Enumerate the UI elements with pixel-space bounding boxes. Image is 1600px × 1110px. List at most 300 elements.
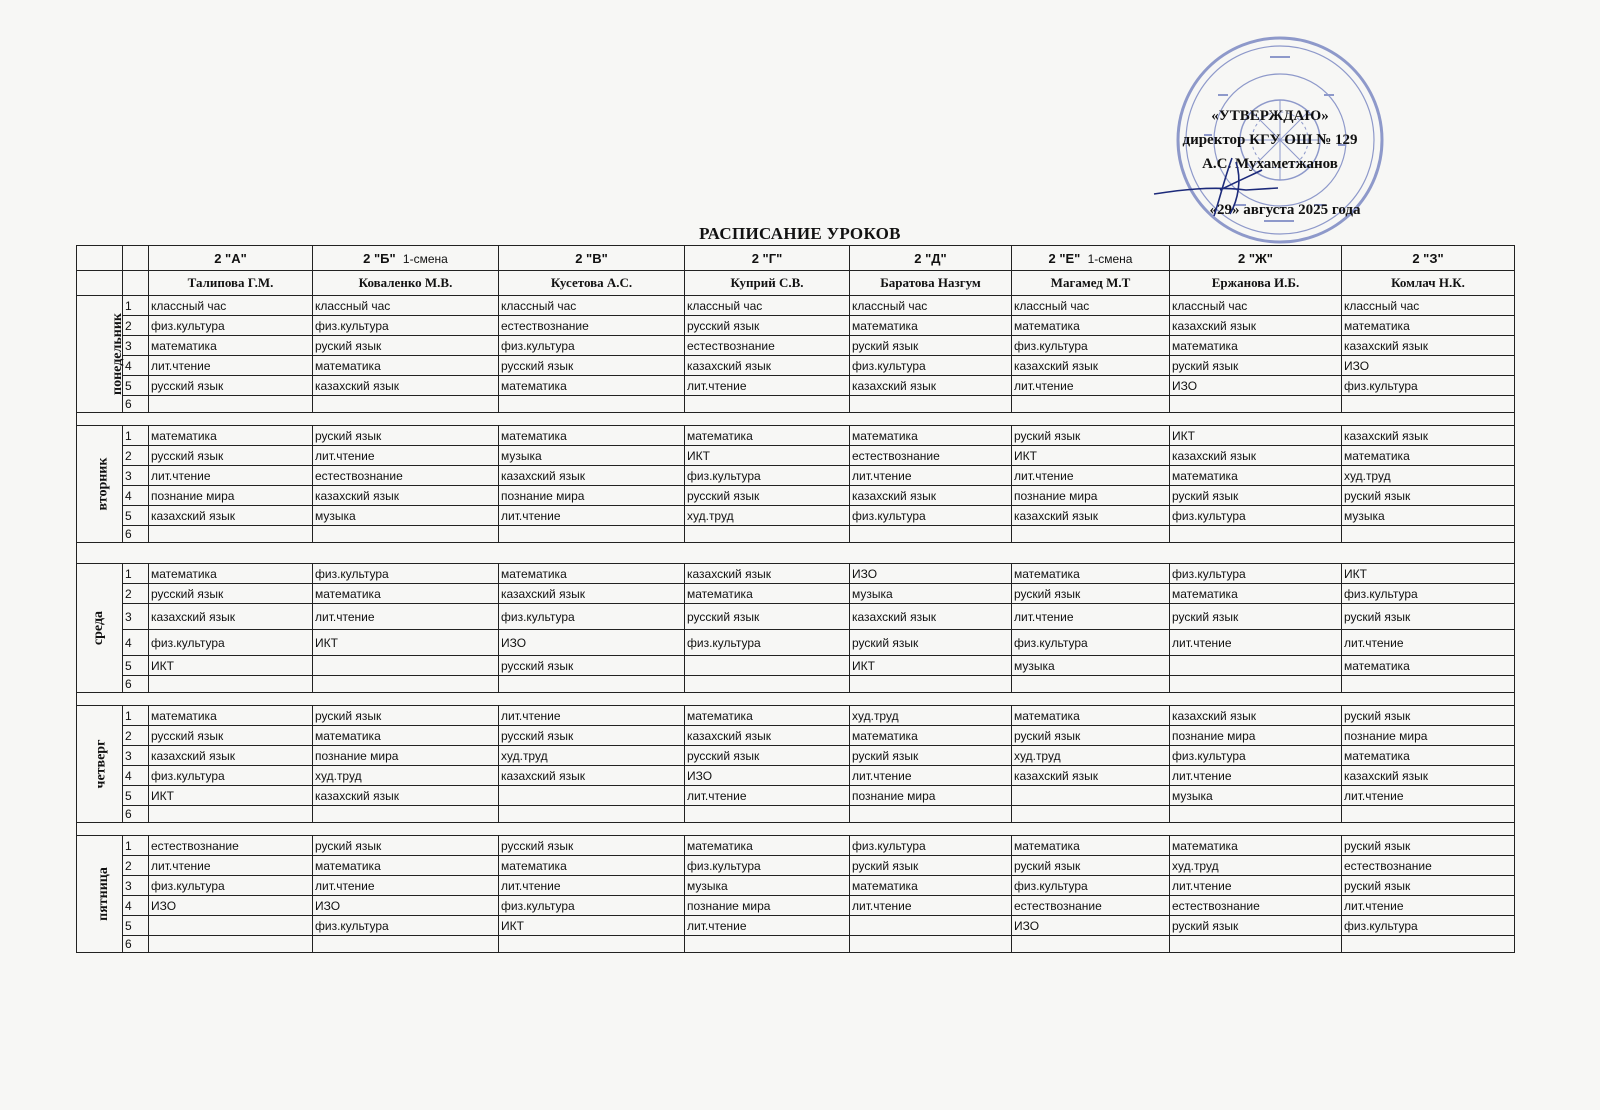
subject-cell: лит.чтение (499, 876, 685, 896)
separator-cell (77, 693, 1515, 706)
subject-cell: казахский язык (149, 746, 313, 766)
lesson-number: 5 (123, 656, 149, 676)
lesson-row (77, 726, 1515, 746)
subject-cell: лит.чтение (149, 466, 313, 486)
subject-cell: лит.чтение (1012, 604, 1170, 630)
subject-cell: классный час (313, 296, 499, 316)
approval-position: директор КГУ ОШ № 129 (1182, 132, 1358, 148)
class-name: 2 "В" (575, 250, 608, 266)
teacher-name: Кусетова А.С. (499, 271, 685, 296)
subject-cell (1012, 806, 1170, 823)
lesson-row (77, 526, 1515, 543)
subject-cell: физ.культура (685, 630, 850, 656)
day-name: четверг (93, 739, 109, 789)
subject-cell: казахский язык (850, 376, 1012, 396)
subject-cell (499, 786, 685, 806)
day-separator (77, 823, 1515, 836)
subject-cell: русский язык (499, 356, 685, 376)
subject-cell: руский язык (1342, 486, 1515, 506)
subject-cell: математика (1012, 836, 1170, 856)
day-name: пятница (95, 867, 111, 921)
subject-cell: худ.труд (499, 746, 685, 766)
lesson-row (77, 486, 1515, 506)
day-separator (77, 413, 1515, 426)
lesson-number: 5 (123, 376, 149, 396)
subject-cell: руский язык (1342, 604, 1515, 630)
teacher-header-row (77, 271, 1515, 296)
subject-cell (850, 916, 1012, 936)
subject-cell: физ.культура (1170, 746, 1342, 766)
lesson-row (77, 806, 1515, 823)
subject-cell: ИКТ (313, 630, 499, 656)
subject-cell (685, 526, 850, 543)
separator-cell (77, 413, 1515, 426)
subject-cell: казахский язык (149, 604, 313, 630)
subject-cell: ИЗО (1342, 356, 1515, 376)
lesson-row (77, 676, 1515, 693)
subject-cell: казахский язык (1342, 426, 1515, 446)
subject-cell: физ.культура (149, 316, 313, 336)
lesson-number: 3 (123, 746, 149, 766)
subject-cell (1012, 676, 1170, 693)
lesson-row (77, 564, 1515, 584)
subject-cell: русский язык (685, 604, 850, 630)
separator-cell (77, 823, 1515, 836)
lesson-number: 1 (123, 706, 149, 726)
subject-cell: казахский язык (313, 486, 499, 506)
lesson-number: 2 (123, 446, 149, 466)
subject-cell: математика (850, 316, 1012, 336)
subject-cell: математика (850, 426, 1012, 446)
lesson-row (77, 856, 1515, 876)
subject-cell: математика (1170, 584, 1342, 604)
subject-cell: физ.культура (685, 466, 850, 486)
subject-cell: физ.культура (149, 630, 313, 656)
class-name: 2 "З" (1412, 250, 1444, 266)
subject-cell (499, 806, 685, 823)
subject-cell: лит.чтение (685, 916, 850, 936)
subject-cell: музыка (850, 584, 1012, 604)
subject-cell: казахский язык (1170, 446, 1342, 466)
subject-cell (1170, 806, 1342, 823)
subject-cell (1342, 396, 1515, 413)
lesson-row (77, 296, 1515, 316)
subject-cell: руский язык (313, 336, 499, 356)
subject-cell: классный час (1170, 296, 1342, 316)
subject-cell: лит.чтение (1170, 876, 1342, 896)
corner-cell (123, 271, 149, 296)
subject-cell: руский язык (850, 746, 1012, 766)
subject-cell: музыка (1012, 656, 1170, 676)
subject-cell: руский язык (313, 706, 499, 726)
teacher-name: Комлач Н.К. (1342, 271, 1515, 296)
lesson-row (77, 706, 1515, 726)
lesson-number: 2 (123, 316, 149, 336)
lesson-row (77, 376, 1515, 396)
teacher-name: Ержанова И.Б. (1170, 271, 1342, 296)
subject-cell: физ.культура (313, 916, 499, 936)
subject-cell: русский язык (685, 746, 850, 766)
subject-cell: казахский язык (1170, 706, 1342, 726)
subject-cell: руский язык (1012, 426, 1170, 446)
subject-cell: русский язык (149, 726, 313, 746)
subject-cell: математика (1342, 656, 1515, 676)
subject-cell: казахский язык (1342, 336, 1515, 356)
subject-cell: математика (1170, 466, 1342, 486)
lesson-row (77, 466, 1515, 486)
subject-cell: казахский язык (313, 376, 499, 396)
lesson-row (77, 656, 1515, 676)
subject-cell: музыка (685, 876, 850, 896)
lesson-number: 3 (123, 604, 149, 630)
subject-cell (1170, 526, 1342, 543)
subject-cell: ИКТ (1170, 426, 1342, 446)
subject-cell: русский язык (149, 376, 313, 396)
schedule-table (76, 245, 1515, 953)
subject-cell: казахский язык (1012, 766, 1170, 786)
subject-cell (313, 676, 499, 693)
subject-cell: казахский язык (850, 486, 1012, 506)
subject-cell: физ.культура (313, 564, 499, 584)
subject-cell: музыка (499, 446, 685, 466)
class-name-cell (149, 246, 313, 271)
subject-cell: руский язык (1012, 856, 1170, 876)
subject-cell (313, 396, 499, 413)
subject-cell: лит.чтение (850, 896, 1012, 916)
subject-cell: математика (850, 876, 1012, 896)
subject-cell: лит.чтение (685, 786, 850, 806)
class-name: 2 "Ж" (1238, 250, 1273, 266)
teacher-name: Баратова Назгум (850, 271, 1012, 296)
subject-cell: лит.чтение (1170, 766, 1342, 786)
subject-cell (149, 916, 313, 936)
subject-cell: ИКТ (685, 446, 850, 466)
subject-cell: физ.культура (149, 876, 313, 896)
lesson-number: 1 (123, 564, 149, 584)
lesson-number: 6 (123, 526, 149, 543)
day-name: вторник (95, 457, 111, 511)
lesson-row (77, 584, 1515, 604)
subject-cell: математика (1012, 316, 1170, 336)
subject-cell (685, 676, 850, 693)
subject-cell (313, 526, 499, 543)
subject-cell: математика (313, 356, 499, 376)
lesson-row (77, 766, 1515, 786)
subject-cell: худ.труд (1170, 856, 1342, 876)
subject-cell: математика (149, 336, 313, 356)
subject-cell: лит.чтение (149, 856, 313, 876)
subject-cell (1170, 936, 1342, 953)
subject-cell: руский язык (313, 836, 499, 856)
subject-cell: руский язык (850, 630, 1012, 656)
subject-cell: классный час (1012, 296, 1170, 316)
subject-cell: физ.культура (499, 604, 685, 630)
subject-cell: физ.культура (1012, 876, 1170, 896)
lesson-number: 4 (123, 630, 149, 656)
lesson-row (77, 336, 1515, 356)
subject-cell: физ.культура (499, 896, 685, 916)
subject-cell (850, 936, 1012, 953)
day-separator (77, 543, 1515, 564)
subject-cell (499, 526, 685, 543)
subject-cell: русский язык (685, 486, 850, 506)
subject-cell: казахский язык (499, 766, 685, 786)
lesson-row (77, 786, 1515, 806)
subject-cell: лит.чтение (1342, 896, 1515, 916)
subject-cell: руский язык (850, 336, 1012, 356)
subject-cell: русский язык (149, 584, 313, 604)
lesson-number: 6 (123, 806, 149, 823)
subject-cell: лит.чтение (850, 766, 1012, 786)
class-name-cell (499, 246, 685, 271)
subject-cell: музыка (1342, 506, 1515, 526)
lesson-row (77, 316, 1515, 336)
subject-cell: физ.культура (1342, 916, 1515, 936)
subject-cell: математика (499, 856, 685, 876)
subject-cell: лит.чтение (1012, 376, 1170, 396)
lesson-row (77, 896, 1515, 916)
subject-cell (1012, 936, 1170, 953)
day-cell (77, 296, 123, 413)
subject-cell: русский язык (149, 446, 313, 466)
class-name: 2 "Е" (1048, 250, 1081, 266)
subject-cell: худ.труд (850, 706, 1012, 726)
subject-cell: казахский язык (499, 584, 685, 604)
subject-cell: казахский язык (1012, 356, 1170, 376)
teacher-name: Магамед М.Т (1012, 271, 1170, 296)
lesson-number: 2 (123, 726, 149, 746)
subject-cell: руский язык (313, 426, 499, 446)
subject-cell: лит.чтение (1342, 630, 1515, 656)
subject-cell: физ.культура (850, 506, 1012, 526)
corner-cell (77, 271, 123, 296)
director-signature (1150, 150, 1290, 220)
class-name: 2 "Д" (914, 250, 947, 266)
corner-cell (123, 246, 149, 271)
subject-cell: ИЗО (313, 896, 499, 916)
lesson-number: 5 (123, 916, 149, 936)
lesson-number: 4 (123, 486, 149, 506)
subject-cell: математика (149, 426, 313, 446)
subject-cell (149, 806, 313, 823)
lesson-row (77, 604, 1515, 630)
subject-cell: ИКТ (149, 786, 313, 806)
subject-cell: ИЗО (149, 896, 313, 916)
subject-cell: худ.труд (685, 506, 850, 526)
subject-cell: естествознание (149, 836, 313, 856)
subject-cell: ИЗО (1012, 916, 1170, 936)
subject-cell: лит.чтение (149, 356, 313, 376)
subject-cell (499, 676, 685, 693)
subject-cell: руский язык (1012, 584, 1170, 604)
subject-cell: ИЗО (685, 766, 850, 786)
subject-cell: математика (1342, 746, 1515, 766)
subject-cell: руский язык (1342, 836, 1515, 856)
day-cell (77, 426, 123, 543)
subject-cell (685, 806, 850, 823)
teacher-name: Куприй С.В. (685, 271, 850, 296)
subject-cell (149, 936, 313, 953)
approval-date: «29» августа 2025 года (1209, 202, 1361, 218)
teacher-name: Коваленко М.В. (313, 271, 499, 296)
subject-cell: лит.чтение (1012, 466, 1170, 486)
subject-cell: ИКТ (850, 656, 1012, 676)
subject-cell: математика (685, 706, 850, 726)
class-name-cell (1012, 246, 1170, 271)
subject-cell (850, 676, 1012, 693)
subject-cell: русский язык (499, 726, 685, 746)
subject-cell: худ.труд (313, 766, 499, 786)
subject-cell (149, 526, 313, 543)
subject-cell: познание мира (1012, 486, 1170, 506)
subject-cell: математика (685, 836, 850, 856)
class-name-cell (1342, 246, 1515, 271)
lesson-number: 6 (123, 936, 149, 953)
lesson-row (77, 356, 1515, 376)
subject-cell: ИКТ (1012, 446, 1170, 466)
subject-cell (1012, 526, 1170, 543)
subject-cell: математика (1342, 446, 1515, 466)
subject-cell (313, 936, 499, 953)
subject-cell: физ.культура (850, 836, 1012, 856)
subject-cell: худ.труд (1012, 746, 1170, 766)
subject-cell: казахский язык (1170, 316, 1342, 336)
subject-cell: руский язык (1170, 356, 1342, 376)
day-name: среда (91, 610, 107, 646)
subject-cell: естествознание (850, 446, 1012, 466)
subject-cell: математика (1170, 836, 1342, 856)
subject-cell: руский язык (1342, 876, 1515, 896)
teacher-name: Талипова Г.М. (149, 271, 313, 296)
subject-cell: классный час (850, 296, 1012, 316)
subject-cell: математика (685, 584, 850, 604)
subject-cell: лит.чтение (499, 506, 685, 526)
subject-cell: казахский язык (685, 726, 850, 746)
subject-cell: математика (499, 376, 685, 396)
subject-cell: казахский язык (499, 466, 685, 486)
lesson-number: 2 (123, 856, 149, 876)
subject-cell: познание мира (499, 486, 685, 506)
subject-cell: казахский язык (685, 356, 850, 376)
day-name: понедельник (109, 313, 125, 395)
lesson-number: 4 (123, 766, 149, 786)
lesson-row (77, 836, 1515, 856)
lesson-number: 4 (123, 356, 149, 376)
subject-cell (685, 396, 850, 413)
subject-cell: худ.труд (1342, 466, 1515, 486)
subject-cell: математика (149, 564, 313, 584)
subject-cell: казахский язык (685, 564, 850, 584)
class-name-cell (313, 246, 499, 271)
class-name-cell (685, 246, 850, 271)
approval-name: А.С. Мухаметжанов (1202, 156, 1338, 172)
subject-cell: естествознание (685, 336, 850, 356)
subject-cell: познание мира (850, 786, 1012, 806)
class-shift: 1-смена (402, 251, 448, 266)
subject-cell: познание мира (313, 746, 499, 766)
subject-cell: ИКТ (499, 916, 685, 936)
subject-cell: физ.культура (1170, 564, 1342, 584)
subject-cell: казахский язык (149, 506, 313, 526)
lesson-row (77, 746, 1515, 766)
day-cell (77, 836, 123, 953)
subject-cell: ИЗО (1170, 376, 1342, 396)
subject-cell: музыка (313, 506, 499, 526)
lesson-number: 2 (123, 584, 149, 604)
subject-cell (1342, 806, 1515, 823)
subject-cell (149, 396, 313, 413)
lesson-row (77, 630, 1515, 656)
subject-cell: познание мира (1170, 726, 1342, 746)
subject-cell: математика (499, 564, 685, 584)
subject-cell: русский язык (685, 316, 850, 336)
subject-cell: руский язык (850, 856, 1012, 876)
subject-cell: казахский язык (1012, 506, 1170, 526)
subject-cell (1342, 526, 1515, 543)
class-shift: 1-смена (1087, 251, 1133, 266)
subject-cell (1342, 676, 1515, 693)
subject-cell: физ.культура (149, 766, 313, 786)
lesson-number: 5 (123, 506, 149, 526)
lesson-number: 6 (123, 676, 149, 693)
subject-cell: математика (499, 426, 685, 446)
subject-cell: лит.чтение (850, 466, 1012, 486)
subject-cell: математика (313, 584, 499, 604)
subject-cell: естествознание (1170, 896, 1342, 916)
subject-cell: естествознание (499, 316, 685, 336)
lesson-row (77, 876, 1515, 896)
subject-cell: математика (1170, 336, 1342, 356)
subject-cell (313, 656, 499, 676)
lesson-number: 3 (123, 466, 149, 486)
subject-cell (499, 936, 685, 953)
subject-cell: ИЗО (499, 630, 685, 656)
subject-cell (1170, 396, 1342, 413)
lesson-number: 4 (123, 896, 149, 916)
subject-cell (1012, 396, 1170, 413)
subject-cell (850, 806, 1012, 823)
lesson-number: 3 (123, 336, 149, 356)
subject-cell: математика (1012, 564, 1170, 584)
subject-cell: классный час (149, 296, 313, 316)
subject-cell: лит.чтение (313, 876, 499, 896)
subject-cell: классный час (1342, 296, 1515, 316)
subject-cell: лит.чтение (499, 706, 685, 726)
lesson-row (77, 426, 1515, 446)
subject-cell: классный час (499, 296, 685, 316)
subject-cell: казахский язык (313, 786, 499, 806)
lesson-row (77, 506, 1515, 526)
subject-cell: математика (149, 706, 313, 726)
subject-cell: математика (1012, 706, 1170, 726)
subject-cell (1170, 656, 1342, 676)
subject-cell: руский язык (1170, 486, 1342, 506)
subject-cell: лит.чтение (313, 446, 499, 466)
subject-cell: естествознание (313, 466, 499, 486)
subject-cell (499, 396, 685, 413)
class-name-cell (850, 246, 1012, 271)
subject-cell: руский язык (1342, 706, 1515, 726)
lesson-number: 5 (123, 786, 149, 806)
subject-cell: естествознание (1342, 856, 1515, 876)
subject-cell: физ.культура (1342, 376, 1515, 396)
subject-cell: музыка (1170, 786, 1342, 806)
subject-cell (850, 526, 1012, 543)
subject-cell: физ.культура (1342, 584, 1515, 604)
class-name: 2 "А" (214, 250, 247, 266)
subject-cell: познание мира (1342, 726, 1515, 746)
subject-cell: руский язык (1170, 916, 1342, 936)
